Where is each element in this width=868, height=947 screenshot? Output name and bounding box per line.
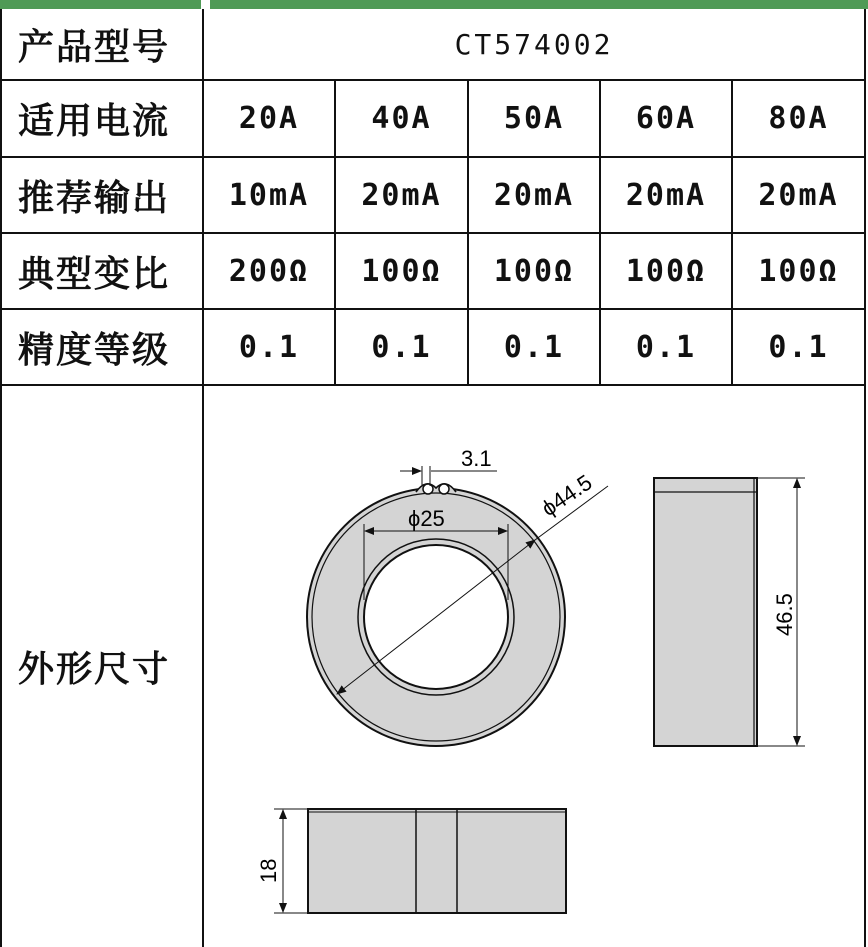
current-value: 40A: [371, 101, 432, 136]
inner-diameter-label: ϕ25: [408, 506, 445, 531]
ratio-value: 100Ω: [361, 253, 442, 289]
height-label: 46.5: [772, 593, 797, 636]
toroid-front-view: [256, 809, 566, 913]
accuracy-value: 0.1: [371, 329, 432, 365]
row-label-model: 产品型号: [18, 26, 171, 68]
ratio-value: 100Ω: [625, 253, 707, 289]
notch-width-label: 3.1: [461, 446, 492, 471]
row-label-accuracy: 精度等级: [18, 329, 171, 371]
row-label-current: 适用电流: [18, 101, 171, 142]
current-value: 50A: [503, 101, 565, 136]
output-value: 20mA: [758, 177, 839, 213]
ratio-value: 200Ω: [228, 253, 310, 289]
model-number: CT574002: [454, 27, 614, 61]
current-value: 20A: [238, 101, 300, 136]
row-label-output: 推荐输出: [18, 177, 171, 219]
row-label-dimensions: 外形尺寸: [18, 649, 171, 690]
toroid-side-view: [654, 478, 805, 746]
output-value: 20mA: [361, 177, 442, 213]
accuracy-value: 0.1: [768, 329, 829, 365]
accuracy-value: 0.1: [503, 329, 565, 365]
outer-diameter-label: ϕ44.5: [536, 469, 597, 522]
ratio-value: 100Ω: [758, 253, 839, 289]
current-value: 80A: [768, 101, 829, 136]
ratio-value: 100Ω: [493, 253, 575, 289]
output-value: 20mA: [493, 177, 575, 213]
output-value: 20mA: [625, 177, 707, 213]
thickness-label: 18: [256, 858, 281, 883]
output-value: 10mA: [228, 177, 310, 213]
toroid-top-view: [307, 446, 608, 746]
accuracy-value: 0.1: [238, 329, 300, 365]
accuracy-value: 0.1: [635, 329, 697, 365]
row-label-ratio: 典型变比: [18, 253, 171, 295]
current-value: 60A: [635, 101, 697, 136]
